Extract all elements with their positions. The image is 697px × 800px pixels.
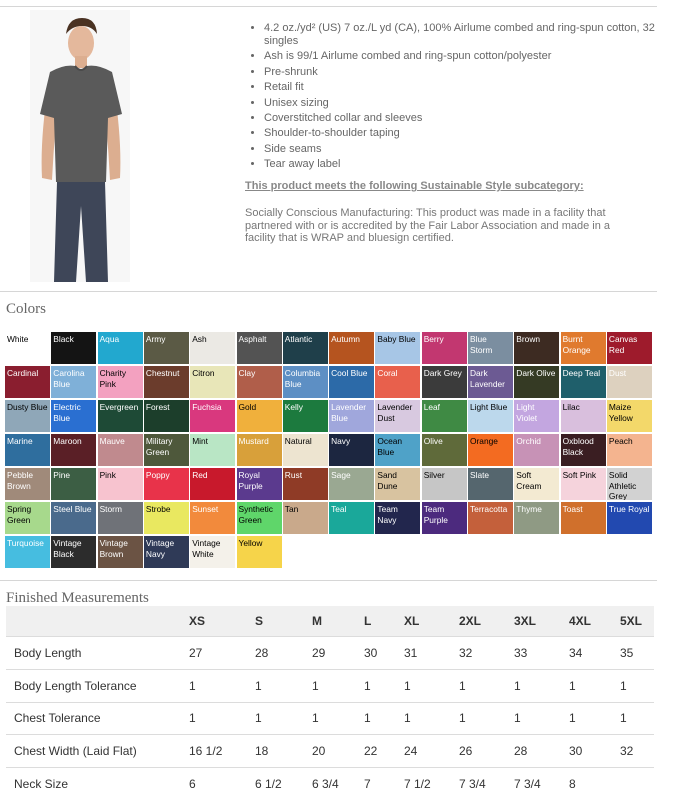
color-swatch-blue-storm[interactable]: Blue Storm — [468, 332, 513, 364]
measurement-value: 16 1/2 — [189, 735, 255, 768]
color-swatch-lilac[interactable]: Lilac — [561, 400, 606, 432]
color-swatch-turquoise[interactable]: Turquoise — [5, 536, 50, 568]
measurement-value: 30 — [569, 735, 620, 768]
color-swatch-navy[interactable]: Navy — [329, 434, 374, 466]
color-swatch-leaf[interactable]: Leaf — [422, 400, 467, 432]
color-swatch-ocean-blue[interactable]: Ocean Blue — [375, 434, 420, 466]
measurement-value: 1 — [514, 702, 569, 735]
measurement-label: Neck Size — [6, 768, 189, 800]
sustainable-description: Socially Conscious Manufacturing: This product was made in a facility that partnered with or is accredited by the Fair Labor Association and made in a facility that is WRAP and bluesign certified. — [245, 207, 611, 244]
measurement-value: 29 — [312, 637, 364, 670]
feature-item: • Shoulder-to-shoulder taping — [264, 127, 664, 140]
measurement-row — [6, 702, 654, 735]
color-swatch-oxblood-black[interactable]: Oxblood Black — [561, 434, 606, 466]
measurement-value: 1 — [569, 669, 620, 702]
header-empty-cell — [6, 606, 189, 637]
sustainable-heading: This product meets the following Sustainable Style subcategory: — [245, 180, 584, 192]
color-swatch-maize-yellow[interactable]: Maize Yellow — [607, 400, 652, 432]
color-swatch-yellow[interactable]: Yellow — [237, 536, 282, 568]
color-swatch-maroon[interactable]: Maroon — [51, 434, 96, 466]
color-swatch-atlantic[interactable]: Atlantic — [283, 332, 328, 364]
color-swatch-marine[interactable]: Marine — [5, 434, 50, 466]
color-swatch-poppy[interactable]: Poppy — [144, 468, 189, 500]
measurements-title: Finished Measurements — [6, 590, 149, 606]
color-swatch-terracotta[interactable]: Terracotta — [468, 502, 513, 534]
size-header: 4XL — [569, 606, 620, 637]
measurement-value: 34 — [569, 637, 620, 670]
color-swatch-lavender-dust[interactable]: Lavender Dust — [375, 400, 420, 432]
color-swatch-true-royal[interactable]: True Royal — [607, 502, 652, 534]
color-swatch-fuchsia[interactable]: Fuchsia — [190, 400, 235, 432]
size-header-row — [6, 606, 654, 637]
color-swatch-light-violet[interactable]: Light Violet — [514, 400, 559, 432]
size-header: XS — [189, 606, 255, 637]
color-swatch-royal-purple[interactable]: Royal Purple — [237, 468, 282, 500]
measurement-value — [620, 768, 654, 800]
color-swatch-storm[interactable]: Storm — [98, 502, 143, 534]
measurement-value: 1 — [569, 702, 620, 735]
measurement-value: 1 — [620, 669, 654, 702]
size-header: S — [255, 606, 312, 637]
color-swatch-clay[interactable]: Clay — [237, 366, 282, 398]
color-swatch-soft-pink[interactable]: Soft Pink — [561, 468, 606, 500]
measurement-value: 1 — [514, 669, 569, 702]
color-swatch-electric-blue[interactable]: Electric Blue — [51, 400, 96, 432]
color-swatch-brown[interactable]: Brown — [514, 332, 559, 364]
measurement-label: Body Length — [6, 637, 189, 670]
feature-item: • Unisex sizing — [264, 97, 664, 110]
color-swatch-spring-green[interactable]: Spring Green — [5, 502, 50, 534]
color-swatch-burnt-orange[interactable]: Burnt Orange — [561, 332, 606, 364]
color-swatch-asphalt[interactable]: Asphalt — [237, 332, 282, 364]
measurement-row — [6, 669, 654, 702]
size-header: XL — [404, 606, 459, 637]
color-swatch-mauve[interactable]: Mauve — [98, 434, 143, 466]
color-swatch-soft-cream[interactable]: Soft Cream — [514, 468, 559, 500]
color-swatch-lavender-blue[interactable]: Lavender Blue — [329, 400, 374, 432]
color-swatch-orange[interactable]: Orange — [468, 434, 513, 466]
measurement-value: 6 3/4 — [312, 768, 364, 800]
color-swatch-light-blue[interactable]: Light Blue — [468, 400, 513, 432]
measurement-value: 32 — [459, 637, 514, 670]
color-swatch-steel-blue[interactable]: Steel Blue — [51, 502, 96, 534]
measurement-value: 7 3/4 — [514, 768, 569, 800]
measurement-row — [6, 768, 654, 800]
measurement-value: 27 — [189, 637, 255, 670]
color-swatch-olive[interactable]: Olive — [422, 434, 467, 466]
color-swatch-vintage-brown[interactable]: Vintage Brown — [98, 536, 143, 568]
measurement-value: 7 1/2 — [404, 768, 459, 800]
color-swatch-military-green[interactable]: Military Green — [144, 434, 189, 466]
color-swatch-army[interactable]: Army — [144, 332, 189, 364]
measurement-value: 24 — [404, 735, 459, 768]
color-swatch-evergreen[interactable]: Evergreen — [98, 400, 143, 432]
color-swatch-dusty-blue[interactable]: Dusty Blue — [5, 400, 50, 432]
measurement-value: 1 — [189, 669, 255, 702]
color-swatch-pebble-brown[interactable]: Pebble Brown — [5, 468, 50, 500]
measurement-value: 26 — [459, 735, 514, 768]
color-swatch-strobe[interactable]: Strobe — [144, 502, 189, 534]
color-swatch-sand-dune[interactable]: Sand Dune — [375, 468, 420, 500]
measurement-value: 33 — [514, 637, 569, 670]
measurement-value: 1 — [364, 669, 404, 702]
color-swatch-kelly[interactable]: Kelly — [283, 400, 328, 432]
color-swatch-carolina-blue[interactable]: Carolina Blue — [51, 366, 96, 398]
color-swatch-orchid[interactable]: Orchid — [514, 434, 559, 466]
color-swatch-baby-blue[interactable]: Baby Blue — [375, 332, 420, 364]
color-swatch-team-navy[interactable]: Team Navy — [375, 502, 420, 534]
size-header: L — [364, 606, 404, 637]
product-photo — [30, 10, 130, 282]
color-swatch-vintage-white[interactable]: Vintage White — [190, 536, 235, 568]
color-swatch-sunset[interactable]: Sunset — [190, 502, 235, 534]
color-swatch-dark-grey[interactable]: Dark Grey — [422, 366, 467, 398]
measurement-value: 1 — [404, 669, 459, 702]
measurement-label: Chest Width (Laid Flat) — [6, 735, 189, 768]
color-swatch-canvas-red[interactable]: Canvas Red — [607, 332, 652, 364]
color-swatch-deep-teal[interactable]: Deep Teal — [561, 366, 606, 398]
measurement-label: Body Length Tolerance — [6, 669, 189, 702]
color-swatch-solid-athletic-grey[interactable]: Solid Athletic Grey — [607, 468, 652, 500]
color-swatch-cardinal[interactable]: Cardinal — [5, 366, 50, 398]
measurement-value: 32 — [620, 735, 654, 768]
color-swatch-mint[interactable]: Mint — [190, 434, 235, 466]
measurement-value: 1 — [189, 702, 255, 735]
color-swatch-columbia-blue[interactable]: Columbia Blue — [283, 366, 328, 398]
measurement-value: 6 — [189, 768, 255, 800]
feature-item: • Retail fit — [264, 81, 664, 94]
measurement-value: 1 — [404, 702, 459, 735]
color-swatch-tan[interactable]: Tan — [283, 502, 328, 534]
measurement-value: 1 — [255, 702, 312, 735]
measurement-value: 20 — [312, 735, 364, 768]
measurements-table — [6, 606, 654, 800]
color-swatch-silver[interactable]: Silver — [422, 468, 467, 500]
color-swatch-coral[interactable]: Coral — [375, 366, 420, 398]
feature-item: • Pre-shrunk — [264, 66, 664, 79]
color-swatch-natural[interactable]: Natural — [283, 434, 328, 466]
color-swatch-pink[interactable]: Pink — [98, 468, 143, 500]
measurements-divider — [0, 580, 657, 581]
color-swatch-thyme[interactable]: Thyme — [514, 502, 559, 534]
feature-item: • Coverstitched collar and sleeves — [264, 112, 664, 125]
feature-item: • Tear away label — [264, 158, 664, 171]
color-swatch-vintage-black[interactable]: Vintage Black — [51, 536, 96, 568]
measurement-value: 1 — [459, 702, 514, 735]
measurement-value: 1 — [459, 669, 514, 702]
color-swatch-vintage-navy[interactable]: Vintage Navy — [144, 536, 189, 568]
color-swatch-white[interactable]: White — [5, 332, 50, 364]
measurement-value: 1 — [255, 669, 312, 702]
size-header: 3XL — [514, 606, 569, 637]
color-swatch-charity-pink[interactable]: Charity Pink — [98, 366, 143, 398]
color-swatch-team-purple[interactable]: Team Purple — [422, 502, 467, 534]
measurement-value: 8 — [569, 768, 620, 800]
measurement-value: 1 — [364, 702, 404, 735]
feature-list — [248, 22, 664, 174]
measurement-value: 28 — [514, 735, 569, 768]
color-swatch-toast[interactable]: Toast — [561, 502, 606, 534]
feature-item: • Ash is 99/1 Airlume combed and ring-spun cotton/polyester — [264, 50, 664, 63]
measurement-value: 1 — [312, 702, 364, 735]
size-header: 2XL — [459, 606, 514, 637]
color-swatch-cool-blue[interactable]: Cool Blue — [329, 366, 374, 398]
color-swatch-sage[interactable]: Sage — [329, 468, 374, 500]
color-swatch-dust[interactable]: Dust — [607, 366, 652, 398]
colors-title: Colors — [6, 301, 47, 317]
color-swatch-ash[interactable]: Ash — [190, 332, 235, 364]
measurement-value: 7 3/4 — [459, 768, 514, 800]
measurement-value: 18 — [255, 735, 312, 768]
color-swatch-chestnut[interactable]: Chestnut — [144, 366, 189, 398]
measurement-value: 31 — [404, 637, 459, 670]
color-swatch-mustard[interactable]: Mustard — [237, 434, 282, 466]
color-swatch-autumn[interactable]: Autumn — [329, 332, 374, 364]
feature-item: • 4.2 oz./yd² (US) 7 oz./L yd (CA), 100% Airlume combed and ring-spun cotton, 32 singles — [264, 22, 664, 48]
color-swatch-red[interactable]: Red — [190, 468, 235, 500]
color-swatch-rust[interactable]: Rust — [283, 468, 328, 500]
measurement-row — [6, 637, 654, 670]
color-swatch-citron[interactable]: Citron — [190, 366, 235, 398]
colors-divider — [0, 291, 657, 292]
measurement-value: 28 — [255, 637, 312, 670]
color-swatch-forest[interactable]: Forest — [144, 400, 189, 432]
measurement-value: 30 — [364, 637, 404, 670]
color-swatch-teal[interactable]: Teal — [329, 502, 374, 534]
top-divider — [0, 6, 657, 7]
color-swatch-berry[interactable]: Berry — [422, 332, 467, 364]
color-swatch-dark-lavender[interactable]: Dark Lavender — [468, 366, 513, 398]
measurement-value: 35 — [620, 637, 654, 670]
color-swatch-synthetic-green[interactable]: Synthetic Green — [237, 502, 282, 534]
color-swatch-peach[interactable]: Peach — [607, 434, 652, 466]
color-swatch-gold[interactable]: Gold — [237, 400, 282, 432]
measurement-label: Chest Tolerance — [6, 702, 189, 735]
size-header: 5XL — [620, 606, 654, 637]
color-swatch-dark-olive[interactable]: Dark Olive — [514, 366, 559, 398]
color-swatch-aqua[interactable]: Aqua — [98, 332, 143, 364]
color-swatch-black[interactable]: Black — [51, 332, 96, 364]
color-swatch-pine[interactable]: Pine — [51, 468, 96, 500]
measurement-value: 1 — [620, 702, 654, 735]
feature-item: • Side seams — [264, 143, 664, 156]
measurement-value: 1 — [312, 669, 364, 702]
measurement-value: 22 — [364, 735, 404, 768]
measurement-value: 7 — [364, 768, 404, 800]
measurement-row — [6, 735, 654, 768]
color-swatch-slate[interactable]: Slate — [468, 468, 513, 500]
size-header: M — [312, 606, 364, 637]
measurement-value: 6 1/2 — [255, 768, 312, 800]
